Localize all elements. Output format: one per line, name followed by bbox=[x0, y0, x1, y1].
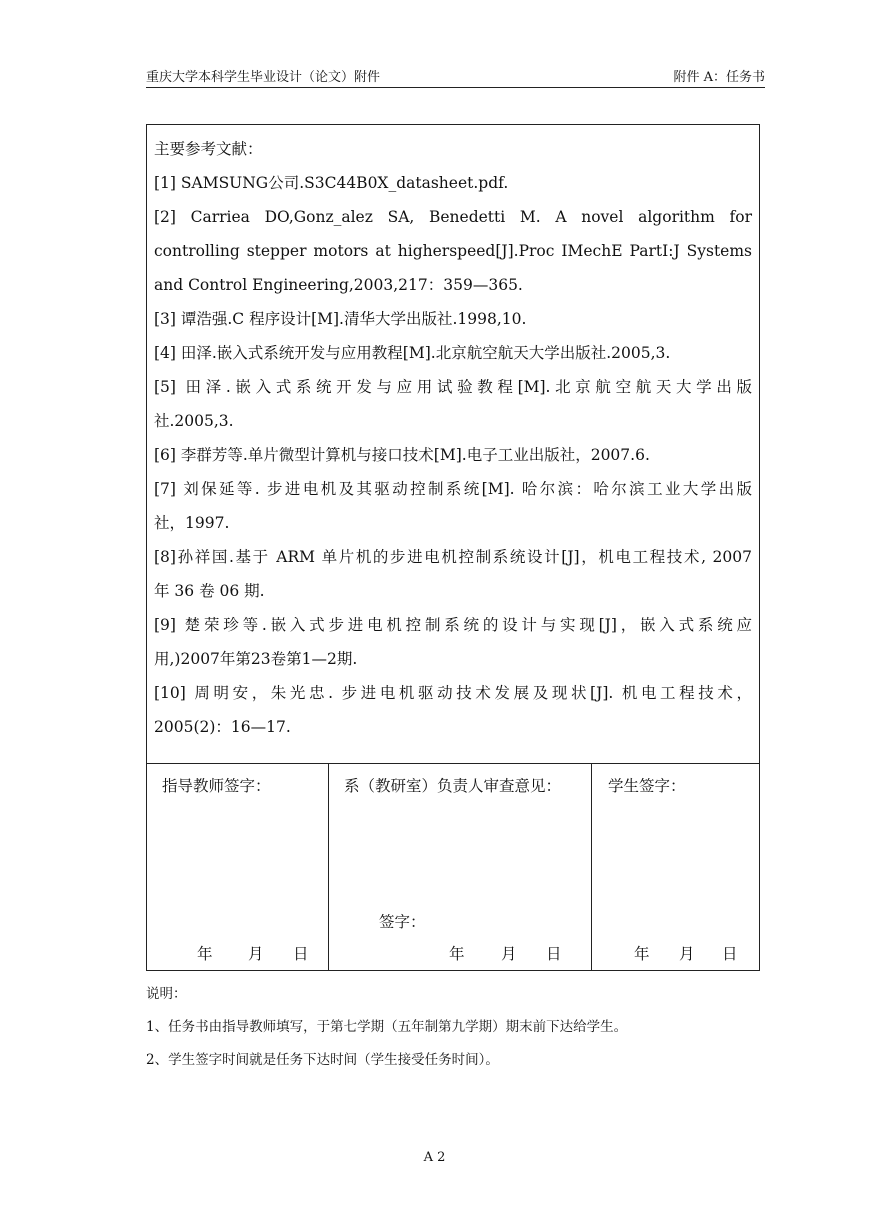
reference-line: and Control Engineering,2003,217：359—365. bbox=[154, 276, 523, 294]
reference-line: [2] Carriea DO,Gonz_alez SA, Benedetti M. A novel algorithm for bbox=[154, 208, 752, 226]
note-item: 1、任务书由指导教师填写，于第七学期（五年制第九学期）期末前下达给学生。 bbox=[146, 1019, 628, 1035]
dept-sign-label: 签字： bbox=[379, 913, 426, 931]
signature-table bbox=[146, 764, 760, 971]
references-box bbox=[146, 124, 760, 764]
year-label: 年 bbox=[634, 945, 650, 963]
header-rule bbox=[146, 87, 765, 88]
reference-line: [5] 田泽.嵌入式系统开发与应用试验教程[M].北京航空航天大学出版 bbox=[154, 378, 752, 396]
reference-line: 社.2005,3. bbox=[154, 412, 234, 430]
reference-line: [1] SAMSUNG公司.S3C44B0X_datasheet.pdf. bbox=[154, 174, 509, 192]
day-label: 日 bbox=[546, 945, 562, 963]
reference-line: 社，1997. bbox=[154, 514, 230, 532]
reference-line: [6] 李群芳等.单片微型计算机与接口技术[M].电子工业出版社，2007.6. bbox=[154, 446, 650, 464]
student-signature-label: 学生签字： bbox=[608, 777, 686, 795]
year-label: 年 bbox=[449, 945, 465, 963]
page-header-left: 重庆大学本科学生毕业设计（论文）附件 bbox=[146, 70, 381, 85]
student-signature-cell bbox=[592, 764, 761, 970]
advisor-signature-cell bbox=[147, 764, 329, 970]
reference-line: 2005(2)：16—17. bbox=[154, 718, 291, 736]
month-label: 月 bbox=[501, 945, 517, 963]
month-label: 月 bbox=[248, 945, 264, 963]
note-item: 2、学生签字时间就是任务下达时间（学生接受任务时间）。 bbox=[146, 1052, 499, 1068]
day-label: 日 bbox=[722, 945, 738, 963]
reference-line: 年 36 卷 06 期. bbox=[154, 582, 265, 600]
dept-review-label: 系（教研室）负责人审查意见： bbox=[344, 777, 562, 795]
reference-line: [7] 刘保延等. 步进电机及其驱动控制系统[M]. 哈尔滨：哈尔滨工业大学出版 bbox=[154, 480, 752, 498]
reference-line: controlling stepper motors at higherspeed[J].Proc IMechE PartI:J Systems bbox=[154, 242, 752, 260]
reference-line: [10] 周明安，朱光忠. 步进电机驱动技术发展及现状[J]. 机电工程技术， bbox=[154, 684, 752, 702]
reference-line: [3] 谭浩强.C 程序设计[M].清华大学出版社.1998,10. bbox=[154, 310, 527, 328]
year-label: 年 bbox=[197, 945, 213, 963]
references-title: 主要参考文献： bbox=[154, 140, 263, 158]
advisor-signature-label: 指导教师签字： bbox=[162, 777, 271, 795]
reference-line: [8]孙祥国.基于 ARM 单片机的步进电机控制系统设计[J]，机电工程技术, 2007 bbox=[154, 548, 752, 566]
page-header-right: 附件 A：任务书 bbox=[673, 70, 765, 85]
reference-line: [9] 楚荣珍等.嵌入式步进电机控制系统的设计与实现[J]，嵌入式系统应 bbox=[154, 616, 752, 634]
reference-line: 用,)2007年第23卷第1—2期. bbox=[154, 650, 358, 668]
notes-title: 说明： bbox=[146, 986, 187, 1002]
month-label: 月 bbox=[679, 945, 695, 963]
page-number: A 2 bbox=[423, 1150, 446, 1165]
dept-review-cell bbox=[329, 764, 592, 970]
day-label: 日 bbox=[293, 945, 309, 963]
reference-line: [4] 田泽.嵌入式系统开发与应用教程[M].北京航空航天大学出版社.2005,3. bbox=[154, 344, 671, 362]
